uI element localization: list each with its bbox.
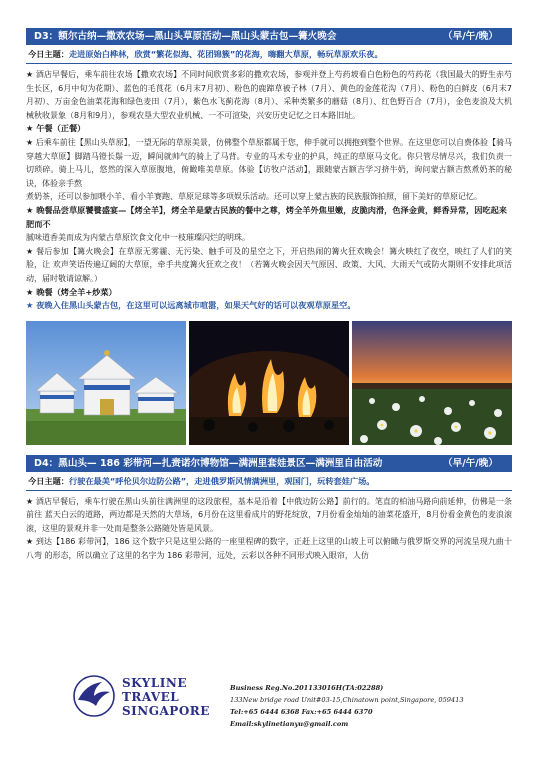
day4-meals: （早/午/晚） bbox=[443, 457, 498, 469]
day3-theme-label: 今日主题： bbox=[28, 49, 69, 59]
company-brand bbox=[122, 676, 210, 718]
brand-line-1: SKYLINE bbox=[122, 676, 188, 690]
bonfire-party-photo bbox=[189, 321, 349, 445]
day3-dinner-feast-cont: 腻味道香美而成为内蒙古草原饮食文化中一枝璀璨闪烂的明珠。 bbox=[26, 233, 250, 243]
day4-theme-text: 行驶在最美“呼伦贝尔边防公路”，走进俄罗斯风情满洲里，观国门，玩转套娃广场。 bbox=[68, 475, 375, 486]
mongolian-yurts-photo bbox=[26, 321, 186, 445]
day4-divider bbox=[26, 490, 512, 491]
day4-theme-label: 今日主题： bbox=[28, 475, 69, 486]
day3-lunch: ★ 午餐（正餐） bbox=[26, 123, 86, 134]
itinerary-page bbox=[26, 28, 512, 563]
day4-title: D4：黑山头— 186 彩带河—扎赉诺尔博物馆—满洲里套娃景区—满洲里自由活动 bbox=[34, 457, 383, 469]
day3-theme bbox=[26, 45, 512, 61]
brand-line-2: TRAVEL bbox=[122, 690, 180, 704]
day4-header bbox=[26, 455, 512, 472]
day4-theme bbox=[26, 472, 512, 488]
photo-strip bbox=[26, 321, 512, 445]
day3-grassland-paragraph-cont: 煮奶茶，还可以参加喂小羊、看小羊赛跑、草原足球等多项娱乐活动。还可以穿上蒙古族的民族服饰拍照，留下美好的草原记忆。 bbox=[26, 192, 482, 202]
company-email[interactable]: Email:skylinetianyu@gmail.com bbox=[230, 720, 349, 728]
day3-header bbox=[26, 28, 512, 45]
day3-grassland-paragraph: ★ 后乘车前往【黑山头草原】，一望无际的草原美景，仿佛整个草原都属于您，伸手就可以拥抱到整个世界。在这里您可以自费体验【骑马 穿越大草原】脚踏马镫长鬃一迈，瞬间就帅气的骑上了马背。专业的马术专业的护具，纯正的草原马文化。你只管尽情尽兴，我们负责一切琐碎。骑上马儿，悠然的深入草原腹地，俯瞰唯美草原。体验【访牧户活动】，跟随蒙古额吉学习挤牛奶，询问蒙古额吉熬煮奶茶的秘诀，体验亲手熬 bbox=[26, 137, 512, 188]
day4-border-road-paragraph: ★ 酒店早餐后，乘车行驶在黑山头前往满洲里的这段旅程，基本是沿着【中俄边防公路】前行的。笔直的柏油马路向前延伸，仿佛是一条前往 蓝天白云的道路，两边都是天然的大草场，6月份在这里看成片的野花绽放，7月份看金灿灿的油菜花盛开，8月份看金黄色的麦浪滚滚，这里的景观并非一处而是整条公路随处皆是风景。 bbox=[26, 496, 512, 533]
business-reg: Business Reg.No.201133016H(TA:02288) bbox=[230, 684, 384, 692]
day3-farm-paragraph: ★ 酒店早餐后，乘车前往农场【撒欢农场】不同时间欣赏多彩的撒欢农场，参观并登上芍药坡看白色粉色的芍药花（我国最大的野生赤芍生长区，6月中旬为花期）、蓝色的毛茛花（6月末7月初）、粉色的鹿蹄草被子林（7月）、黄色的金莲花沟（7月）、粉色的白鲜皮（6月末7月初）、万亩金色油菜花海和绿色麦田（7月），紫色水飞蓟花海（8月）、采种类繁多的蘑菇（8月）、红色野百合（7月），金色麦浪及大机械秋收景象（8月和9月），参观农垦大型农业机械、一不可渲染，兴安历史记忆之日本路旧址。 bbox=[26, 70, 512, 120]
flower-field-sunset-photo bbox=[352, 321, 512, 445]
day3-dinner: ★ 晚餐（烤全羊+炒菜） bbox=[26, 286, 117, 297]
day3-bonfire-paragraph: ★ 餐后参加【篝火晚会】在草原无雾霾、无污染、触手可及的星空之下，开启热闹的篝火狂欢晚会！篝火映红了夜空，映红了人们的笑脸，让 欢声笑语传遍辽阔的大草原，牵手共度篝火狂欢之夜！（若篝火晚会因天气原因、政策、大风、大雨天气或防火期则不安排此项活动，届时敬请谅解。） bbox=[26, 246, 512, 283]
company-address: 133New bridge road Unit#03-15,Chinatown point,Singapore, 059413 bbox=[230, 696, 464, 704]
day3-title: D3：额尔古纳—撒欢农场—黑山头草原活动—黑山头蒙古包—篝火晚会 bbox=[34, 31, 337, 42]
day3-theme-text: 走进原始白桦林，欣赏“繁花似海、花团锦簇”的花海，嗨翻大草原，畅玩草原欢乐夜。 bbox=[68, 49, 383, 59]
company-contact bbox=[230, 682, 464, 730]
day4-river-paragraph: ★ 到达【186 彩带河】，186 这个数字只是这里公路的一座里程碑的数字，正赶上这里的山坡上可以俯瞰与俄罗斯交界的河流呈现九曲十八弯 的形态，所以确立了这里的名字为 186 彩带河，远处，云彩以各种不同形式映入眼帘，人仿 bbox=[26, 537, 512, 561]
day3-divider bbox=[26, 63, 512, 64]
day3-dinner-feast: ★ 晚餐品尝草原饕餮盛宴—【烤全羊】，烤全羊是蒙古民族的餐中之尊，烤全羊外焦里嫩，皮脆肉滑，色泽金黄，鲜香异常，因吃起来肥而不 bbox=[26, 204, 507, 229]
day3-stay: ★ 夜晚入住黑山头蒙古包，在这里可以远离城市喧嚣，如果天气好的话可以夜观草原星空。 bbox=[26, 300, 356, 311]
brand-line-3: SINGAPORE bbox=[122, 704, 210, 718]
company-footer bbox=[26, 672, 512, 750]
skyline-logo-icon bbox=[72, 674, 116, 718]
day3-meals: （早/午/晚） bbox=[443, 31, 498, 42]
phone-fax: Tel:+65 6444 6368 Fax:+65 6444 6370 bbox=[230, 708, 373, 716]
